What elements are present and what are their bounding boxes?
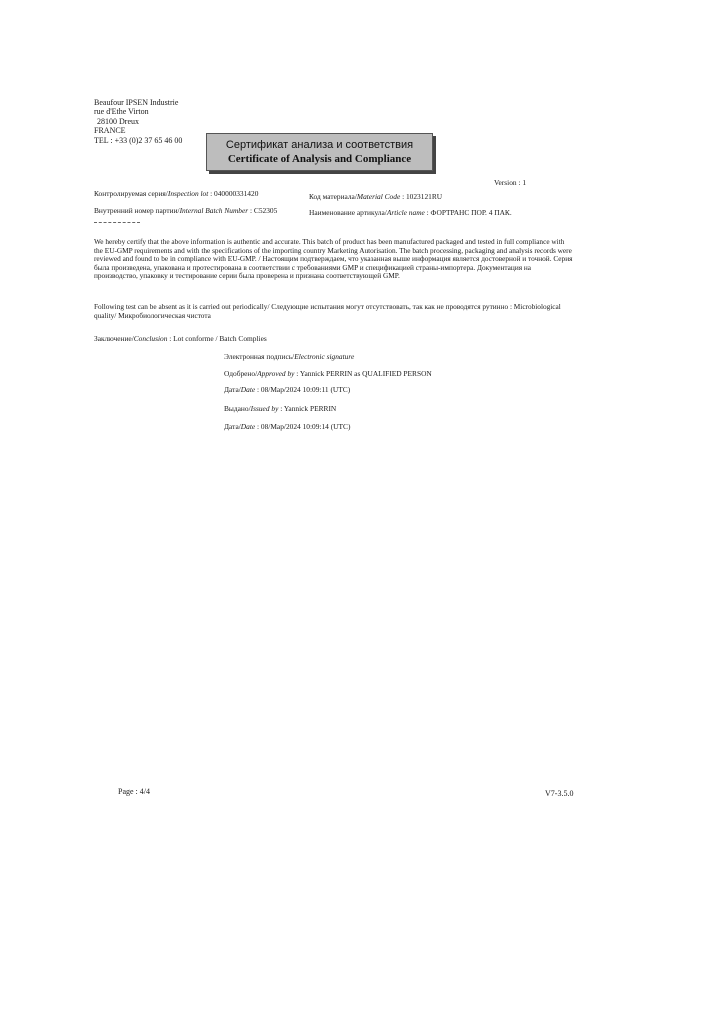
esig-label-en: Electronic signature xyxy=(294,352,355,361)
address-country: FRANCE xyxy=(94,126,126,136)
title-english: Certificate of Analysis and Compliance xyxy=(227,153,412,165)
approved-label-ru: Одобрено/ xyxy=(224,369,258,378)
conclusion-label-ru: Заключение/ xyxy=(94,334,134,343)
date1-label-en: Date xyxy=(240,385,256,394)
issued-label-en: Issued by xyxy=(250,404,279,413)
conclusion-field xyxy=(94,334,267,343)
document-version: Version : 1 xyxy=(494,178,527,187)
inspection-lot-value: : 040000331420 xyxy=(208,189,259,198)
approved-label-en: Approved by xyxy=(257,369,295,378)
inspection-lot-label-ru: Контролируемая серия/ xyxy=(94,189,168,198)
conclusion-label-en: Conclusion xyxy=(133,334,168,343)
batch-number-field xyxy=(94,206,277,215)
date2-label-ru: Дата/ xyxy=(224,422,241,431)
address-company: Beaufour IPSEN Industrie xyxy=(94,98,179,107)
article-value: : ФОРТРАНС ПОР. 4 ПАК. xyxy=(424,208,512,217)
approval-date-field xyxy=(224,385,350,394)
material-code-label-ru: Код материала/ xyxy=(309,192,357,201)
article-label-en: Article name xyxy=(386,208,425,217)
periodic-tests-note: Following test can be absent as it is carried out periodically/ Следующие испытания могут отсутствовать, так как не проводятся рутинно : Microbiological quality/ Микробиологическая чистота xyxy=(94,302,561,320)
date2-value: : 08/Мар/2024 10:09:14 (UTC) xyxy=(255,422,351,431)
material-code-label-en: Material Code xyxy=(356,192,401,201)
material-code-field xyxy=(309,192,442,201)
issue-date-field xyxy=(224,422,350,431)
inspection-lot-label-en: Inspection lot xyxy=(167,189,209,198)
conclusion-value: : Lot conforme / Batch Complies xyxy=(167,334,267,343)
date1-value: : 08/Мар/2024 10:09:11 (UTC) xyxy=(255,385,351,394)
date2-label-en: Date xyxy=(240,422,256,431)
article-label-ru: Наименование артикула/ xyxy=(309,208,387,217)
certification-statement: We hereby certify that the above information is authentic and accurate. This batch of product has been manufactured packaged and tested in full compliance with the EU-GMP requirements and with the specifications of the importing country Marketing Autorisation. The batch processing, packaging and analysis records were reviewed and found to be in compliance with EU-GMP. / Настоящим подтверждаем, что указанная выше информация является достоверной и точной. Серия была произведена, упакована и протестирована в соответствии с требованиями GMP и спецификацией страны-импортера. Документация на производство, упаковку и тестирование серии была проверена и признана соответствующей GMP. xyxy=(94,237,573,281)
address-phone: TEL : +33 (0)2 37 65 46 00 xyxy=(94,135,183,145)
approved-value: : Yannick PERRIN as QUALIFIED PERSON xyxy=(294,369,432,378)
article-name-field xyxy=(309,208,512,217)
address-city: 28100 Dreux xyxy=(97,116,139,126)
divider-mark xyxy=(94,219,140,223)
address-street: rue d'Ethe Virton xyxy=(94,107,149,117)
certificate-title-box xyxy=(206,133,433,171)
inspection-lot-field xyxy=(94,189,258,198)
batch-label-ru: Внутренний номер партии/ xyxy=(94,206,180,215)
approved-by-field xyxy=(224,369,432,378)
issued-value: : Yannick PERRIN xyxy=(278,404,337,413)
date1-label-ru: Дата/ xyxy=(224,385,241,394)
batch-value: : C52305 xyxy=(248,206,278,215)
sender-address xyxy=(94,98,182,145)
electronic-signature-heading xyxy=(224,352,354,361)
batch-label-en: Internal Batch Number xyxy=(179,206,249,215)
esig-label-ru: Электронная подпись/ xyxy=(224,352,295,361)
template-version-code: V7-3.5.0 xyxy=(545,789,574,798)
page-number: Page : 4/4 xyxy=(118,787,150,796)
issued-label-ru: Выдано/ xyxy=(224,404,251,413)
material-code-value: : 1023121RU xyxy=(400,192,443,201)
issued-by-field xyxy=(224,404,336,413)
title-russian: Сертификат анализа и соответствия xyxy=(225,139,414,151)
